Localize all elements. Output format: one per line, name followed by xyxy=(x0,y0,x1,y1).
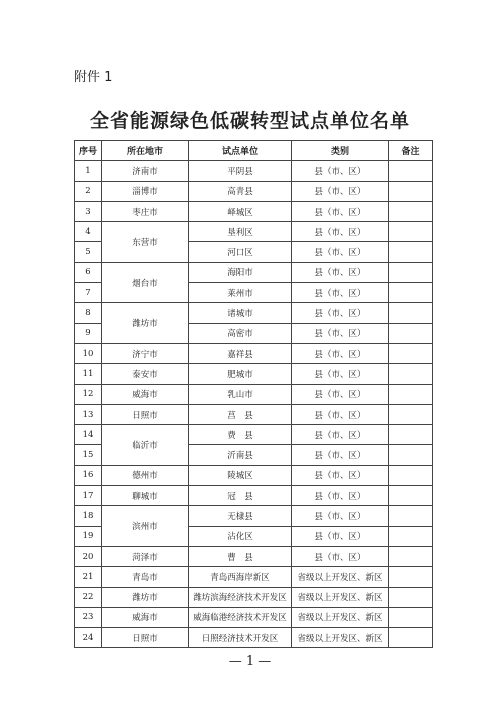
table-row xyxy=(75,222,433,242)
cell-note xyxy=(389,222,433,242)
header-note: 备注 xyxy=(389,141,433,161)
table-header-row xyxy=(75,141,433,161)
cell-unit: 曹 县 xyxy=(189,546,292,566)
cell-no: 20 xyxy=(75,546,102,566)
cell-unit: 高密市 xyxy=(189,323,292,343)
cell-category: 县（市、区） xyxy=(292,445,389,465)
header-unit: 试点单位 xyxy=(189,141,292,161)
cell-unit: 诸城市 xyxy=(189,303,292,323)
cell-no: 4 xyxy=(75,222,102,242)
cell-unit: 威海临港经济技术开发区 xyxy=(189,607,292,627)
cell-no: 9 xyxy=(75,323,102,343)
cell-unit: 莱州市 xyxy=(189,283,292,303)
table-row xyxy=(75,465,433,485)
cell-category: 县（市、区） xyxy=(292,465,389,485)
cell-no: 5 xyxy=(75,242,102,262)
cell-unit: 沾化区 xyxy=(189,526,292,546)
table-row xyxy=(75,567,433,587)
cell-no: 22 xyxy=(75,587,102,607)
cell-category: 县（市、区） xyxy=(292,343,389,363)
cell-no: 16 xyxy=(75,465,102,485)
cell-unit: 莒 县 xyxy=(189,404,292,424)
cell-no: 23 xyxy=(75,607,102,627)
cell-note xyxy=(389,607,433,627)
cell-city: 临沂市 xyxy=(102,425,189,466)
cell-category: 省级以上开发区、新区 xyxy=(292,587,389,607)
page-number: — 1 — xyxy=(228,654,272,669)
cell-category: 县（市、区） xyxy=(292,181,389,201)
cell-unit: 垦利区 xyxy=(189,222,292,242)
cell-note xyxy=(389,323,433,343)
cell-note xyxy=(389,425,433,445)
cell-no: 10 xyxy=(75,343,102,363)
cell-unit: 乳山市 xyxy=(189,384,292,404)
cell-note xyxy=(389,567,433,587)
cell-unit: 海阳市 xyxy=(189,262,292,282)
cell-city: 潍坊市 xyxy=(102,303,189,344)
cell-category: 县（市、区） xyxy=(292,526,389,546)
cell-note xyxy=(389,465,433,485)
cell-unit: 沂南县 xyxy=(189,445,292,465)
cell-unit: 肥城市 xyxy=(189,364,292,384)
cell-category: 省级以上开发区、新区 xyxy=(292,628,389,648)
cell-category: 县（市、区） xyxy=(292,161,389,181)
cell-city: 东营市 xyxy=(102,222,189,263)
table-row xyxy=(75,587,433,607)
table-row xyxy=(75,181,433,201)
cell-city: 聊城市 xyxy=(102,486,189,506)
cell-category: 县（市、区） xyxy=(292,283,389,303)
cell-note xyxy=(389,445,433,465)
cell-city: 日照市 xyxy=(102,404,189,424)
cell-city: 烟台市 xyxy=(102,262,189,303)
cell-category: 县（市、区） xyxy=(292,506,389,526)
cell-city: 滨州市 xyxy=(102,506,189,547)
cell-no: 3 xyxy=(75,201,102,221)
cell-unit: 青岛西海岸新区 xyxy=(189,567,292,587)
cell-unit: 无棣县 xyxy=(189,506,292,526)
cell-note xyxy=(389,506,433,526)
cell-category: 县（市、区） xyxy=(292,222,389,242)
header-city: 所在地市 xyxy=(102,141,189,161)
table-body xyxy=(75,161,433,648)
attachment-label: 附件 1 xyxy=(74,70,113,85)
cell-city: 威海市 xyxy=(102,607,189,627)
cell-no: 17 xyxy=(75,486,102,506)
table-row xyxy=(75,607,433,627)
cell-note xyxy=(389,526,433,546)
cell-unit: 日照经济技术开发区 xyxy=(189,628,292,648)
cell-category: 县（市、区） xyxy=(292,546,389,566)
cell-note xyxy=(389,242,433,262)
table-row xyxy=(75,303,433,323)
cell-no: 13 xyxy=(75,404,102,424)
cell-city: 泰安市 xyxy=(102,364,189,384)
cell-category: 省级以上开发区、新区 xyxy=(292,567,389,587)
cell-category: 县（市、区） xyxy=(292,404,389,424)
cell-category: 县（市、区） xyxy=(292,323,389,343)
cell-no: 19 xyxy=(75,526,102,546)
cell-city: 淄博市 xyxy=(102,181,189,201)
cell-unit: 平阴县 xyxy=(189,161,292,181)
cell-no: 1 xyxy=(75,161,102,181)
table-row xyxy=(75,425,433,445)
cell-no: 6 xyxy=(75,262,102,282)
cell-category: 县（市、区） xyxy=(292,425,389,445)
cell-city: 威海市 xyxy=(102,384,189,404)
header-category: 类别 xyxy=(292,141,389,161)
cell-no: 2 xyxy=(75,181,102,201)
cell-unit: 高青县 xyxy=(189,181,292,201)
cell-city: 青岛市 xyxy=(102,567,189,587)
table-row xyxy=(75,384,433,404)
cell-note xyxy=(389,303,433,323)
table-row xyxy=(75,546,433,566)
cell-unit: 嘉祥县 xyxy=(189,343,292,363)
cell-note xyxy=(389,201,433,221)
cell-note xyxy=(389,161,433,181)
table-row xyxy=(75,628,433,648)
table-row xyxy=(75,262,433,282)
cell-unit: 峄城区 xyxy=(189,201,292,221)
cell-category: 县（市、区） xyxy=(292,384,389,404)
cell-note xyxy=(389,628,433,648)
cell-city: 日照市 xyxy=(102,628,189,648)
table-row xyxy=(75,201,433,221)
cell-category: 省级以上开发区、新区 xyxy=(292,607,389,627)
cell-city: 济南市 xyxy=(102,161,189,181)
cell-note xyxy=(389,364,433,384)
cell-unit: 河口区 xyxy=(189,242,292,262)
cell-note xyxy=(389,384,433,404)
cell-note xyxy=(389,486,433,506)
cell-category: 县（市、区） xyxy=(292,262,389,282)
cell-city: 枣庄市 xyxy=(102,201,189,221)
cell-note xyxy=(389,181,433,201)
cell-city: 潍坊市 xyxy=(102,587,189,607)
cell-no: 8 xyxy=(75,303,102,323)
cell-note xyxy=(389,587,433,607)
cell-unit: 潍坊滨海经济技术开发区 xyxy=(189,587,292,607)
cell-unit: 冠 县 xyxy=(189,486,292,506)
cell-unit: 陵城区 xyxy=(189,465,292,485)
cell-no: 14 xyxy=(75,425,102,445)
table-row xyxy=(75,486,433,506)
table-row xyxy=(75,161,433,181)
cell-no: 15 xyxy=(75,445,102,465)
cell-category: 县（市、区） xyxy=(292,364,389,384)
cell-city: 菏泽市 xyxy=(102,546,189,566)
cell-note xyxy=(389,283,433,303)
cell-no: 11 xyxy=(75,364,102,384)
table-row xyxy=(75,506,433,526)
cell-city: 济宁市 xyxy=(102,343,189,363)
cell-category: 县（市、区） xyxy=(292,303,389,323)
cell-note xyxy=(389,262,433,282)
table-row xyxy=(75,364,433,384)
pilot-units-table xyxy=(74,140,433,648)
cell-no: 7 xyxy=(75,283,102,303)
cell-no: 24 xyxy=(75,628,102,648)
cell-no: 18 xyxy=(75,506,102,526)
cell-unit: 费 县 xyxy=(189,425,292,445)
cell-category: 县（市、区） xyxy=(292,486,389,506)
cell-city: 德州市 xyxy=(102,465,189,485)
cell-no: 12 xyxy=(75,384,102,404)
cell-note xyxy=(389,343,433,363)
cell-category: 县（市、区） xyxy=(292,201,389,221)
table-row xyxy=(75,343,433,363)
document-title: 全省能源绿色低碳转型试点单位名单 xyxy=(89,110,410,132)
cell-note xyxy=(389,404,433,424)
header-no: 序号 xyxy=(75,141,102,161)
table-row xyxy=(75,404,433,424)
cell-note xyxy=(389,546,433,566)
cell-category: 县（市、区） xyxy=(292,242,389,262)
cell-no: 21 xyxy=(75,567,102,587)
